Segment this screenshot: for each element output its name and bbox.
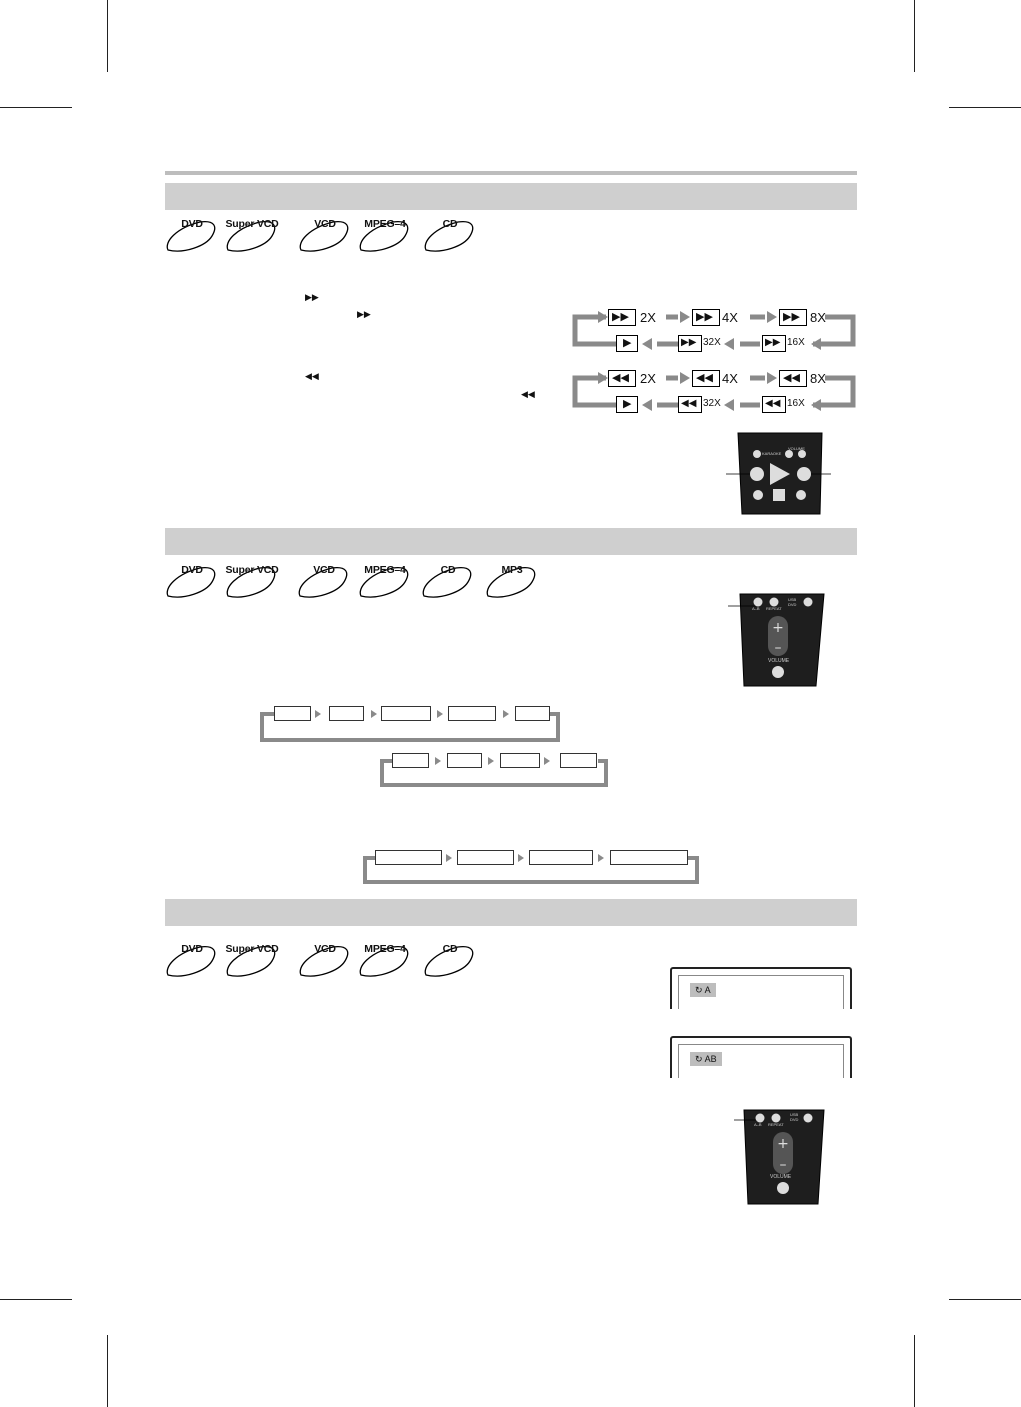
repeat-mode-box [392, 753, 429, 768]
fast-forward-icon: ▶▶ [305, 292, 319, 302]
repeat-icon: ↻ [695, 985, 703, 995]
section-header-repeat [165, 528, 857, 555]
crop-mark [949, 1299, 1021, 1300]
fast-reverse-icon: ◀◀ [305, 371, 319, 381]
crop-mark [107, 1335, 108, 1407]
disc-badge: MPEG–4 [355, 218, 415, 254]
crop-mark [914, 1335, 915, 1407]
repeat-icon: ↻ [695, 1054, 703, 1064]
remote-label: REPEAT [766, 606, 782, 611]
remote-label: KARAOKE [762, 451, 782, 456]
svg-text:–: – [779, 1157, 787, 1173]
disc-badge: CD [420, 218, 480, 254]
remote-label: REPEAT [768, 1122, 784, 1127]
remote-label: USB DVD [790, 1112, 799, 1122]
repeat-mode-box [274, 706, 311, 721]
svg-text:+: + [772, 620, 784, 636]
osd-label: A [704, 985, 711, 995]
repeat-mode-box [381, 706, 431, 721]
fast-reverse-icon: ◀◀ [762, 396, 786, 413]
svg-text:+: + [777, 1136, 789, 1152]
disc-badge: DVD [162, 943, 222, 979]
repeat-mode-box [515, 706, 550, 721]
disc-badge: VCD [295, 218, 355, 254]
speed-label: 2X [640, 310, 656, 325]
crop-mark [107, 0, 108, 72]
remote-label: VOLUME [770, 1174, 792, 1180]
repeat-mode-box [529, 850, 593, 865]
speed-label: 8X [810, 310, 826, 325]
crop-mark [0, 107, 72, 108]
remote-label: USB DVD [788, 597, 797, 607]
repeat-mode-box [500, 753, 540, 768]
section-header-fast-play [165, 183, 857, 210]
disc-badge: VCD [295, 943, 355, 979]
repeat-mode-box [375, 850, 442, 865]
disc-badge: Super VCD [222, 218, 282, 254]
speed-label: 16X [787, 337, 805, 348]
speed-label: 8X [810, 371, 826, 386]
speed-label: 2X [640, 371, 656, 386]
disc-badge: CD [418, 564, 478, 600]
repeat-mode-box [610, 850, 688, 865]
repeat-mode-box [457, 850, 514, 865]
disc-badge: CD [420, 943, 480, 979]
fast-forward-icon: ▶▶ [357, 309, 371, 319]
disc-badge: DVD [162, 218, 222, 254]
fast-forward-icon: ▶▶ [608, 309, 636, 326]
repeat-mode-box [447, 753, 482, 768]
section-header-ab-repeat [165, 899, 857, 926]
speed-label: 4X [722, 371, 738, 386]
repeat-mode-box [329, 706, 364, 721]
osd-screen-ab [670, 1036, 852, 1078]
repeat-mode-box [560, 753, 597, 768]
fast-forward-icon: ▶▶ [779, 309, 807, 326]
fast-forward-icon: ▶▶ [692, 309, 720, 326]
svg-text:–: – [774, 640, 782, 656]
disc-badge: MPEG–4 [355, 943, 415, 979]
play-icon: ▶ [616, 396, 638, 413]
osd-label: AB [704, 1054, 717, 1064]
fast-reverse-icon: ◀◀ [521, 389, 535, 399]
crop-mark [0, 1299, 72, 1300]
osd-screen-a [670, 967, 852, 1009]
speed-label: 16X [787, 398, 805, 409]
disc-badge: VCD [294, 564, 354, 600]
fast-reverse-icon: ◀◀ [678, 396, 702, 413]
speed-label: 4X [722, 310, 738, 325]
repeat-mode-box [448, 706, 496, 721]
fast-forward-icon: ▶▶ [762, 335, 786, 352]
page-header-rule [165, 171, 857, 175]
remote-label: VOLUME [768, 658, 790, 664]
crop-mark [914, 0, 915, 72]
fast-reverse-icon: ◀◀ [692, 370, 720, 387]
fast-forward-icon: ▶▶ [678, 335, 702, 352]
speed-label: 32X [703, 398, 721, 409]
disc-badge: MPEG–4 [355, 564, 415, 600]
disc-badge: MP3 [482, 564, 542, 600]
remote-label: A–B [752, 606, 760, 611]
play-icon: ▶ [616, 335, 638, 352]
remote-label: VOLUME [788, 446, 805, 451]
fast-reverse-icon: ◀◀ [779, 370, 807, 387]
disc-badge: Super VCD [222, 564, 282, 600]
disc-badge: DVD [162, 564, 222, 600]
speed-label: 32X [703, 337, 721, 348]
remote-label: A–B [754, 1122, 762, 1127]
disc-badge: Super VCD [222, 943, 282, 979]
fast-reverse-icon: ◀◀ [608, 370, 636, 387]
crop-mark [949, 107, 1021, 108]
